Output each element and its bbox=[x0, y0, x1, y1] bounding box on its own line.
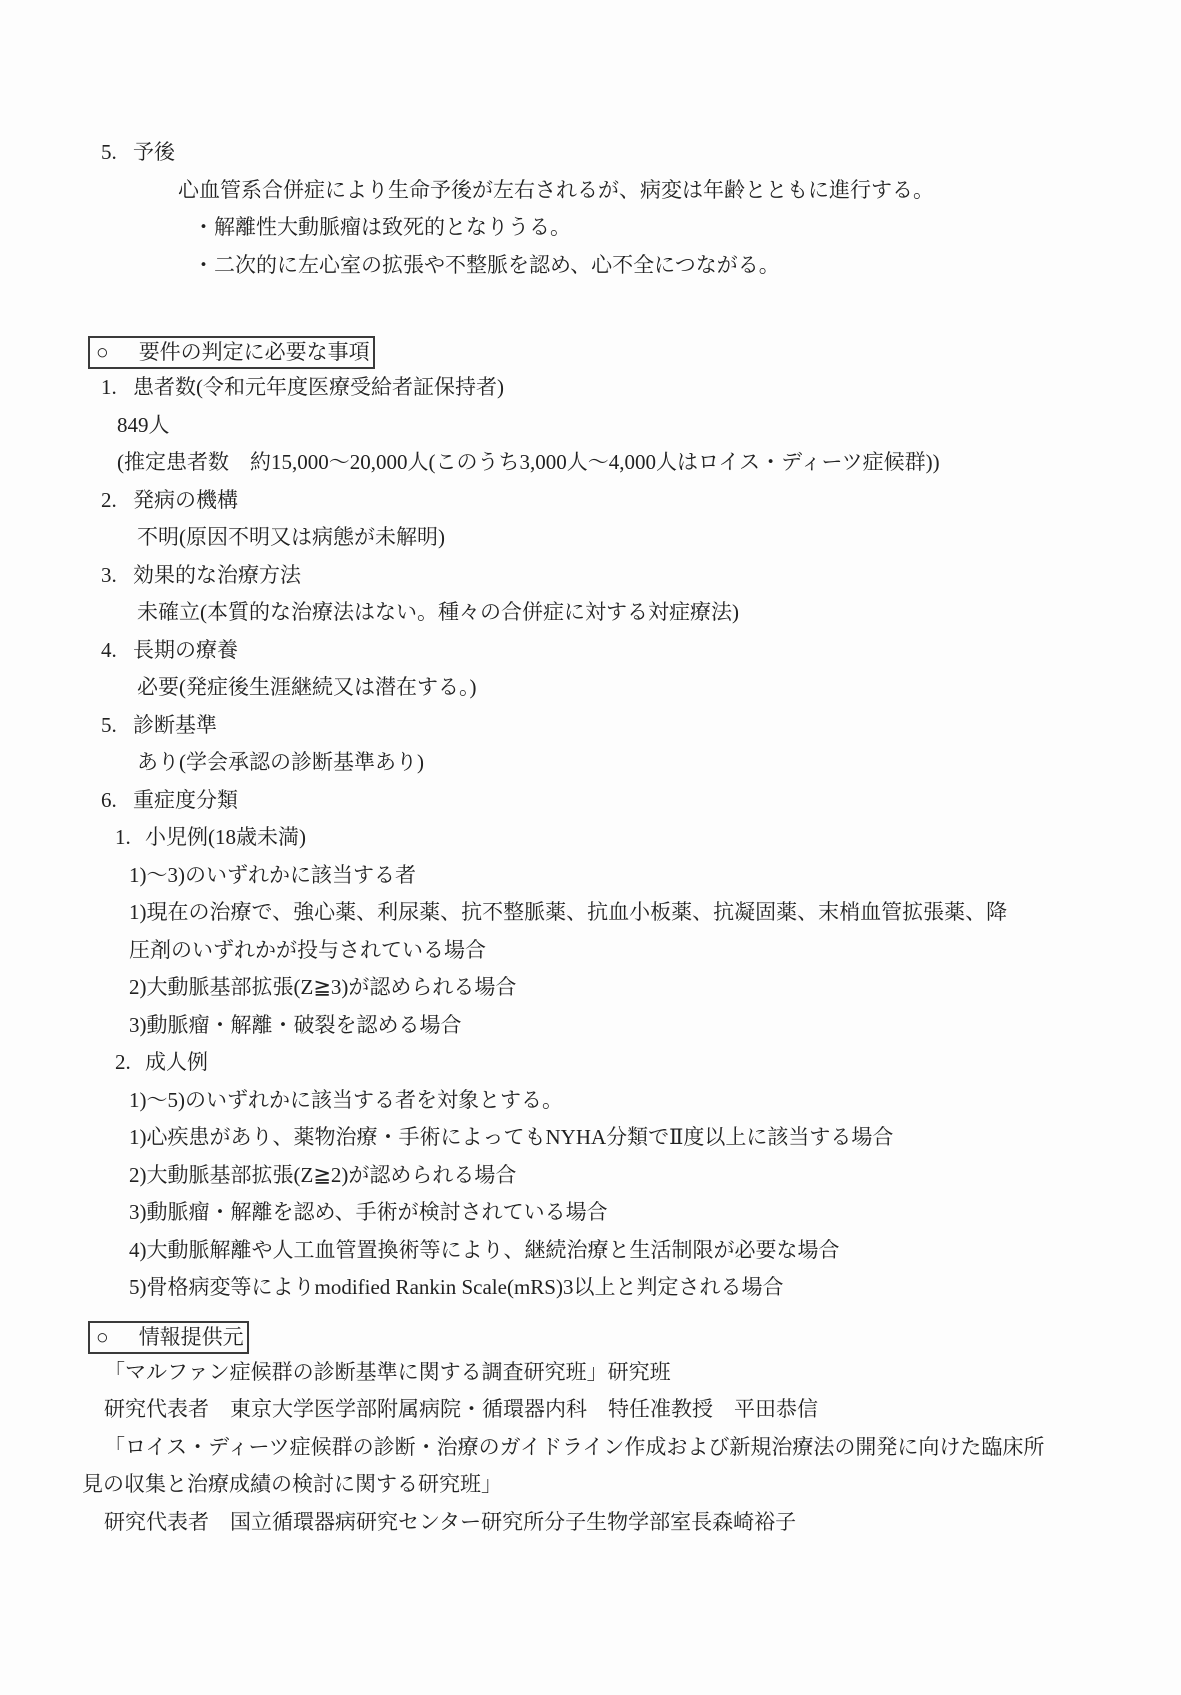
prognosis-body: 心血管系合併症により生命予後が左右されるが、病変は年齢とともに進行する。 bbox=[178, 177, 934, 202]
severity-subheading bbox=[0, 1044, 1181, 1082]
source-line: 研究代表者 東京大学医学部附属病院・循環器内科 特任准教授 平田恭信 bbox=[104, 1397, 818, 1421]
severity-criterion: 1)〜3)のいずれかに該当する者 bbox=[129, 862, 416, 887]
requirement-item-number: 3. bbox=[101, 562, 117, 587]
prognosis-heading-title: 予後 bbox=[133, 140, 175, 164]
requirement-detail: (推定患者数 約15,000〜20,000人(このうち3,000人〜4,000人はロイス・ディーツ症候群)) bbox=[117, 450, 940, 474]
severity-criterion: 4)大動脈解離や人工血管置換術等により、継続治療と生活制限が必要な場合 bbox=[129, 1237, 840, 1262]
requirement-item bbox=[0, 782, 1181, 820]
requirement-item bbox=[0, 632, 1181, 670]
severity-criterion: 1)現在の治療で、強心薬、利尿薬、抗不整脈薬、抗血小板薬、抗凝固薬、末梢血管拡張薬、降 bbox=[129, 900, 1008, 924]
requirement-item-label: 患者数(令和元年度医療受給者証保持者) bbox=[133, 375, 504, 399]
severity-subheading-label: 小児例(18歳未満) bbox=[145, 825, 306, 849]
requirement-item-label: 効果的な治療方法 bbox=[133, 562, 301, 587]
source-heading-box bbox=[88, 1321, 249, 1354]
requirement-detail: あり(学会承認の診断基準あり) bbox=[137, 750, 424, 774]
severity-subheading bbox=[0, 819, 1181, 857]
requirement-detail: 未確立(本質的な治療法はない。種々の合併症に対する対症療法) bbox=[137, 600, 739, 624]
source-line: 「マルファン症候群の診断基準に関する調査研究班」研究班 bbox=[104, 1359, 671, 1384]
prognosis-bullet: ・二次的に左心室の拡張や不整脈を認め、心不全につながる。 bbox=[193, 252, 780, 277]
prognosis-heading-number: 5. bbox=[101, 140, 117, 164]
requirement-item-label: 長期の療養 bbox=[133, 637, 238, 662]
severity-subheading-label: 成人例 bbox=[145, 1050, 208, 1074]
requirement-item bbox=[0, 557, 1181, 595]
requirement-item-number: 1. bbox=[101, 375, 117, 399]
severity-criterion: 1)心疾患があり、薬物治療・手術によってもNYHA分類でⅡ度以上に該当する場合 bbox=[129, 1125, 894, 1149]
requirements-heading: 要件の判定に必要な事項 bbox=[138, 340, 370, 364]
circle-marker: ○ bbox=[96, 340, 109, 364]
severity-criterion: 2)大動脈基部拡張(Z≧2)が認められる場合 bbox=[129, 1162, 517, 1187]
requirement-item-number: 5. bbox=[101, 712, 117, 737]
severity-subheading-number: 1. bbox=[115, 825, 131, 849]
severity-criterion: 1)〜5)のいずれかに該当する者を対象とする。 bbox=[129, 1087, 563, 1112]
severity-criterion: 3)動脈瘤・解離を認め、手術が検討されている場合 bbox=[129, 1200, 608, 1224]
requirement-item bbox=[0, 369, 1181, 407]
requirement-item-number: 6. bbox=[101, 787, 117, 812]
requirement-item-label: 診断基準 bbox=[133, 712, 217, 737]
requirement-detail: 849人 bbox=[117, 412, 170, 437]
prognosis-heading bbox=[0, 134, 1181, 172]
requirement-item bbox=[0, 707, 1181, 745]
requirements-heading-box bbox=[88, 336, 375, 369]
source-line: 見の収集と治療成績の検討に関する研究班」 bbox=[82, 1472, 502, 1496]
circle-marker: ○ bbox=[96, 1324, 109, 1349]
requirement-item bbox=[0, 482, 1181, 520]
requirement-detail: 必要(発症後生涯継続又は潜在する。) bbox=[137, 675, 477, 699]
requirement-item-number: 4. bbox=[101, 637, 117, 662]
source-line: 研究代表者 国立循環器病研究センター研究所分子生物学部室長森崎裕子 bbox=[104, 1509, 797, 1534]
prognosis-bullet: ・解離性大動脈瘤は致死的となりうる。 bbox=[193, 215, 571, 239]
requirement-item-label: 発病の機構 bbox=[133, 487, 238, 512]
source-heading: 情報提供元 bbox=[138, 1324, 244, 1349]
severity-criterion: 2)大動脈基部拡張(Z≧3)が認められる場合 bbox=[129, 975, 517, 999]
requirement-item-label: 重症度分類 bbox=[133, 787, 238, 812]
severity-criterion: 圧剤のいずれかが投与されている場合 bbox=[129, 937, 486, 962]
source-line: 「ロイス・ディーツ症候群の診断・治療のガイドライン作成および新規治療法の開発に向けた臨床所 bbox=[104, 1434, 1045, 1459]
requirement-item-number: 2. bbox=[101, 487, 117, 512]
requirement-detail: 不明(原因不明又は病態が未解明) bbox=[137, 525, 445, 549]
severity-subheading-number: 2. bbox=[115, 1050, 131, 1074]
severity-criterion: 5)骨格病変等によりmodified Rankin Scale(mRS)3以上と判定される場合 bbox=[129, 1275, 784, 1299]
severity-criterion: 3)動脈瘤・解離・破裂を認める場合 bbox=[129, 1012, 462, 1037]
